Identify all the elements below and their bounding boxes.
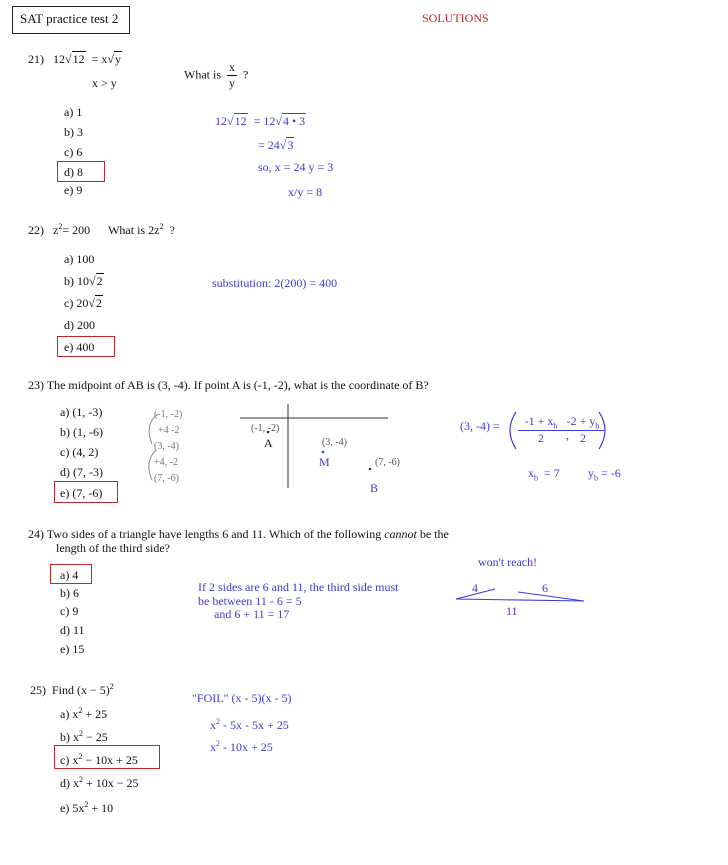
q21-choice-d: d) 8	[64, 165, 83, 179]
q24-question-line2: length of the third side?	[56, 541, 170, 555]
q25-solution-line1: $x^2 - 5x - 5x + 25$	[210, 717, 289, 732]
q23-choice-b: b) (1, -6)	[60, 425, 103, 439]
q23-point-m-coord: (3, -4)	[322, 437, 347, 448]
q23-choice-c: c) (4, 2)	[60, 445, 99, 459]
q21-solution-line4: x/y = 8	[288, 185, 323, 199]
q23-choice-d: d) (7, -3)	[60, 465, 103, 479]
q21-choice-c: c) 6	[64, 145, 83, 159]
q25-choice-e: e) $5x^2 + 10$	[60, 800, 114, 815]
q24-triangle-label-11: 11	[506, 604, 518, 618]
q22-equation: 22) $z^2= 200$ What is $2z^2$ ?	[28, 222, 175, 237]
q23-choice-a: a) (1, -3)	[60, 405, 103, 419]
q21-solution-line2: = 24√3	[258, 138, 294, 152]
q23-side-5: (7, -6)	[154, 473, 179, 484]
q21-condition: x > y	[92, 76, 117, 90]
q25-choice-d: d) $x^2 + 10x - 25$	[60, 775, 139, 790]
q23-xb-result: $x_b = 7$	[528, 466, 560, 483]
q22-choice-d: d) 200	[64, 318, 95, 332]
q23-choice-e: e) (7, -6)	[60, 486, 103, 500]
q25-question: 25) Find $(x - 5)^2$	[30, 682, 114, 697]
q21-choice-b: b) 3	[64, 125, 83, 139]
q24-triangle-label-4: 4	[472, 581, 478, 595]
q24-solution-line3: and 6 + 11 = 17	[214, 607, 290, 621]
q22-choice-e: e) 400	[64, 340, 95, 354]
header-title: SAT practice test 2	[20, 11, 119, 26]
q23-formula-frac2: $-2 + y_b$ 2	[562, 414, 604, 446]
q25-choice-b: b) $x^2 - 25$	[60, 729, 108, 744]
q23-point-b-label: B	[370, 481, 379, 495]
q23-side-3: (3, -4)	[154, 441, 179, 452]
q24-solution-line2: be between 11 - 6 = 5	[198, 594, 302, 608]
q23-side-4: +4, -2	[154, 457, 178, 468]
q21-choice-a: a) 1	[64, 105, 83, 119]
q23-point-a-coord: (-1, -2)	[251, 423, 280, 434]
q22-choice-a: a) 100	[64, 252, 95, 266]
q23-question: 23) The midpoint of AB is (3, -4). If point A is (-1, -2), what is the coordinate of B?	[28, 378, 429, 392]
q24-answer-box	[50, 564, 92, 584]
q23-side-bracket-1	[149, 414, 158, 444]
q23-point-m	[322, 451, 325, 454]
q23-side-1: (-1, -2)	[154, 409, 183, 420]
q23-point-b	[369, 468, 372, 471]
q23-formula-lhs: (3, -4) =	[460, 419, 500, 433]
q25-foil: "FOIL" (x - 5)(x - 5)	[192, 691, 292, 705]
q22-choice-b: b) 10√2	[64, 274, 103, 288]
q21-solution-line1: 12√12 = 12√4 • 3	[215, 114, 306, 128]
q23-side-bracket-2	[149, 450, 156, 480]
q24-choice-b: b) 6	[60, 586, 79, 600]
q25-choice-a: a) $x^2 + 25$	[60, 706, 108, 721]
q23-formula-comma: ,	[566, 428, 569, 442]
solutions-heading: SOLUTIONS	[422, 11, 489, 25]
q23-formula-frac1: $-1 + x_b$ 2	[518, 414, 564, 446]
q21-solution-line3: so, x = 24 y = 3	[258, 160, 334, 174]
q23-point-m-label: M	[319, 455, 330, 469]
q23-side-2: +4 -2	[158, 425, 180, 436]
q24-choice-c: c) 9	[60, 604, 79, 618]
q24-note: won't reach!	[478, 555, 538, 569]
q21-equation: 21) 12√12 = x√y	[28, 52, 121, 66]
q25-choice-c: c) $x^2 - 10x + 25$	[60, 752, 138, 767]
q24-choice-e: e) 15	[60, 642, 85, 656]
q21-choice-e: e) 9	[64, 183, 83, 197]
q22-choice-c: c) 20√2	[64, 296, 102, 310]
q23-yb-result: $y_b = -6$	[588, 466, 621, 483]
q23-formula-open-paren	[510, 412, 516, 449]
q24-triangle-base	[456, 599, 584, 601]
q25-answer-box	[54, 745, 160, 769]
q22-solution: substitution: 2(200) = 400	[212, 276, 338, 290]
q23-point-b-coord: (7, -6)	[375, 457, 400, 468]
q24-triangle-label-6: 6	[542, 581, 548, 595]
q23-point-a-label: A	[264, 436, 273, 450]
q24-question-line1: 24) Two sides of a triangle have lengths 6 and 11. Which of the following cannot be the	[28, 527, 449, 541]
q21-ask: What is $\frac{x}{y}$ ?	[184, 60, 249, 90]
q25-solution-line2: $x^2 - 10x + 25$	[210, 739, 273, 754]
q24-choice-a: a) 4	[60, 568, 79, 582]
q24-choice-d: d) 11	[60, 623, 85, 637]
q24-solution-line1: If 2 sides are 6 and 11, the third side must	[198, 580, 399, 594]
